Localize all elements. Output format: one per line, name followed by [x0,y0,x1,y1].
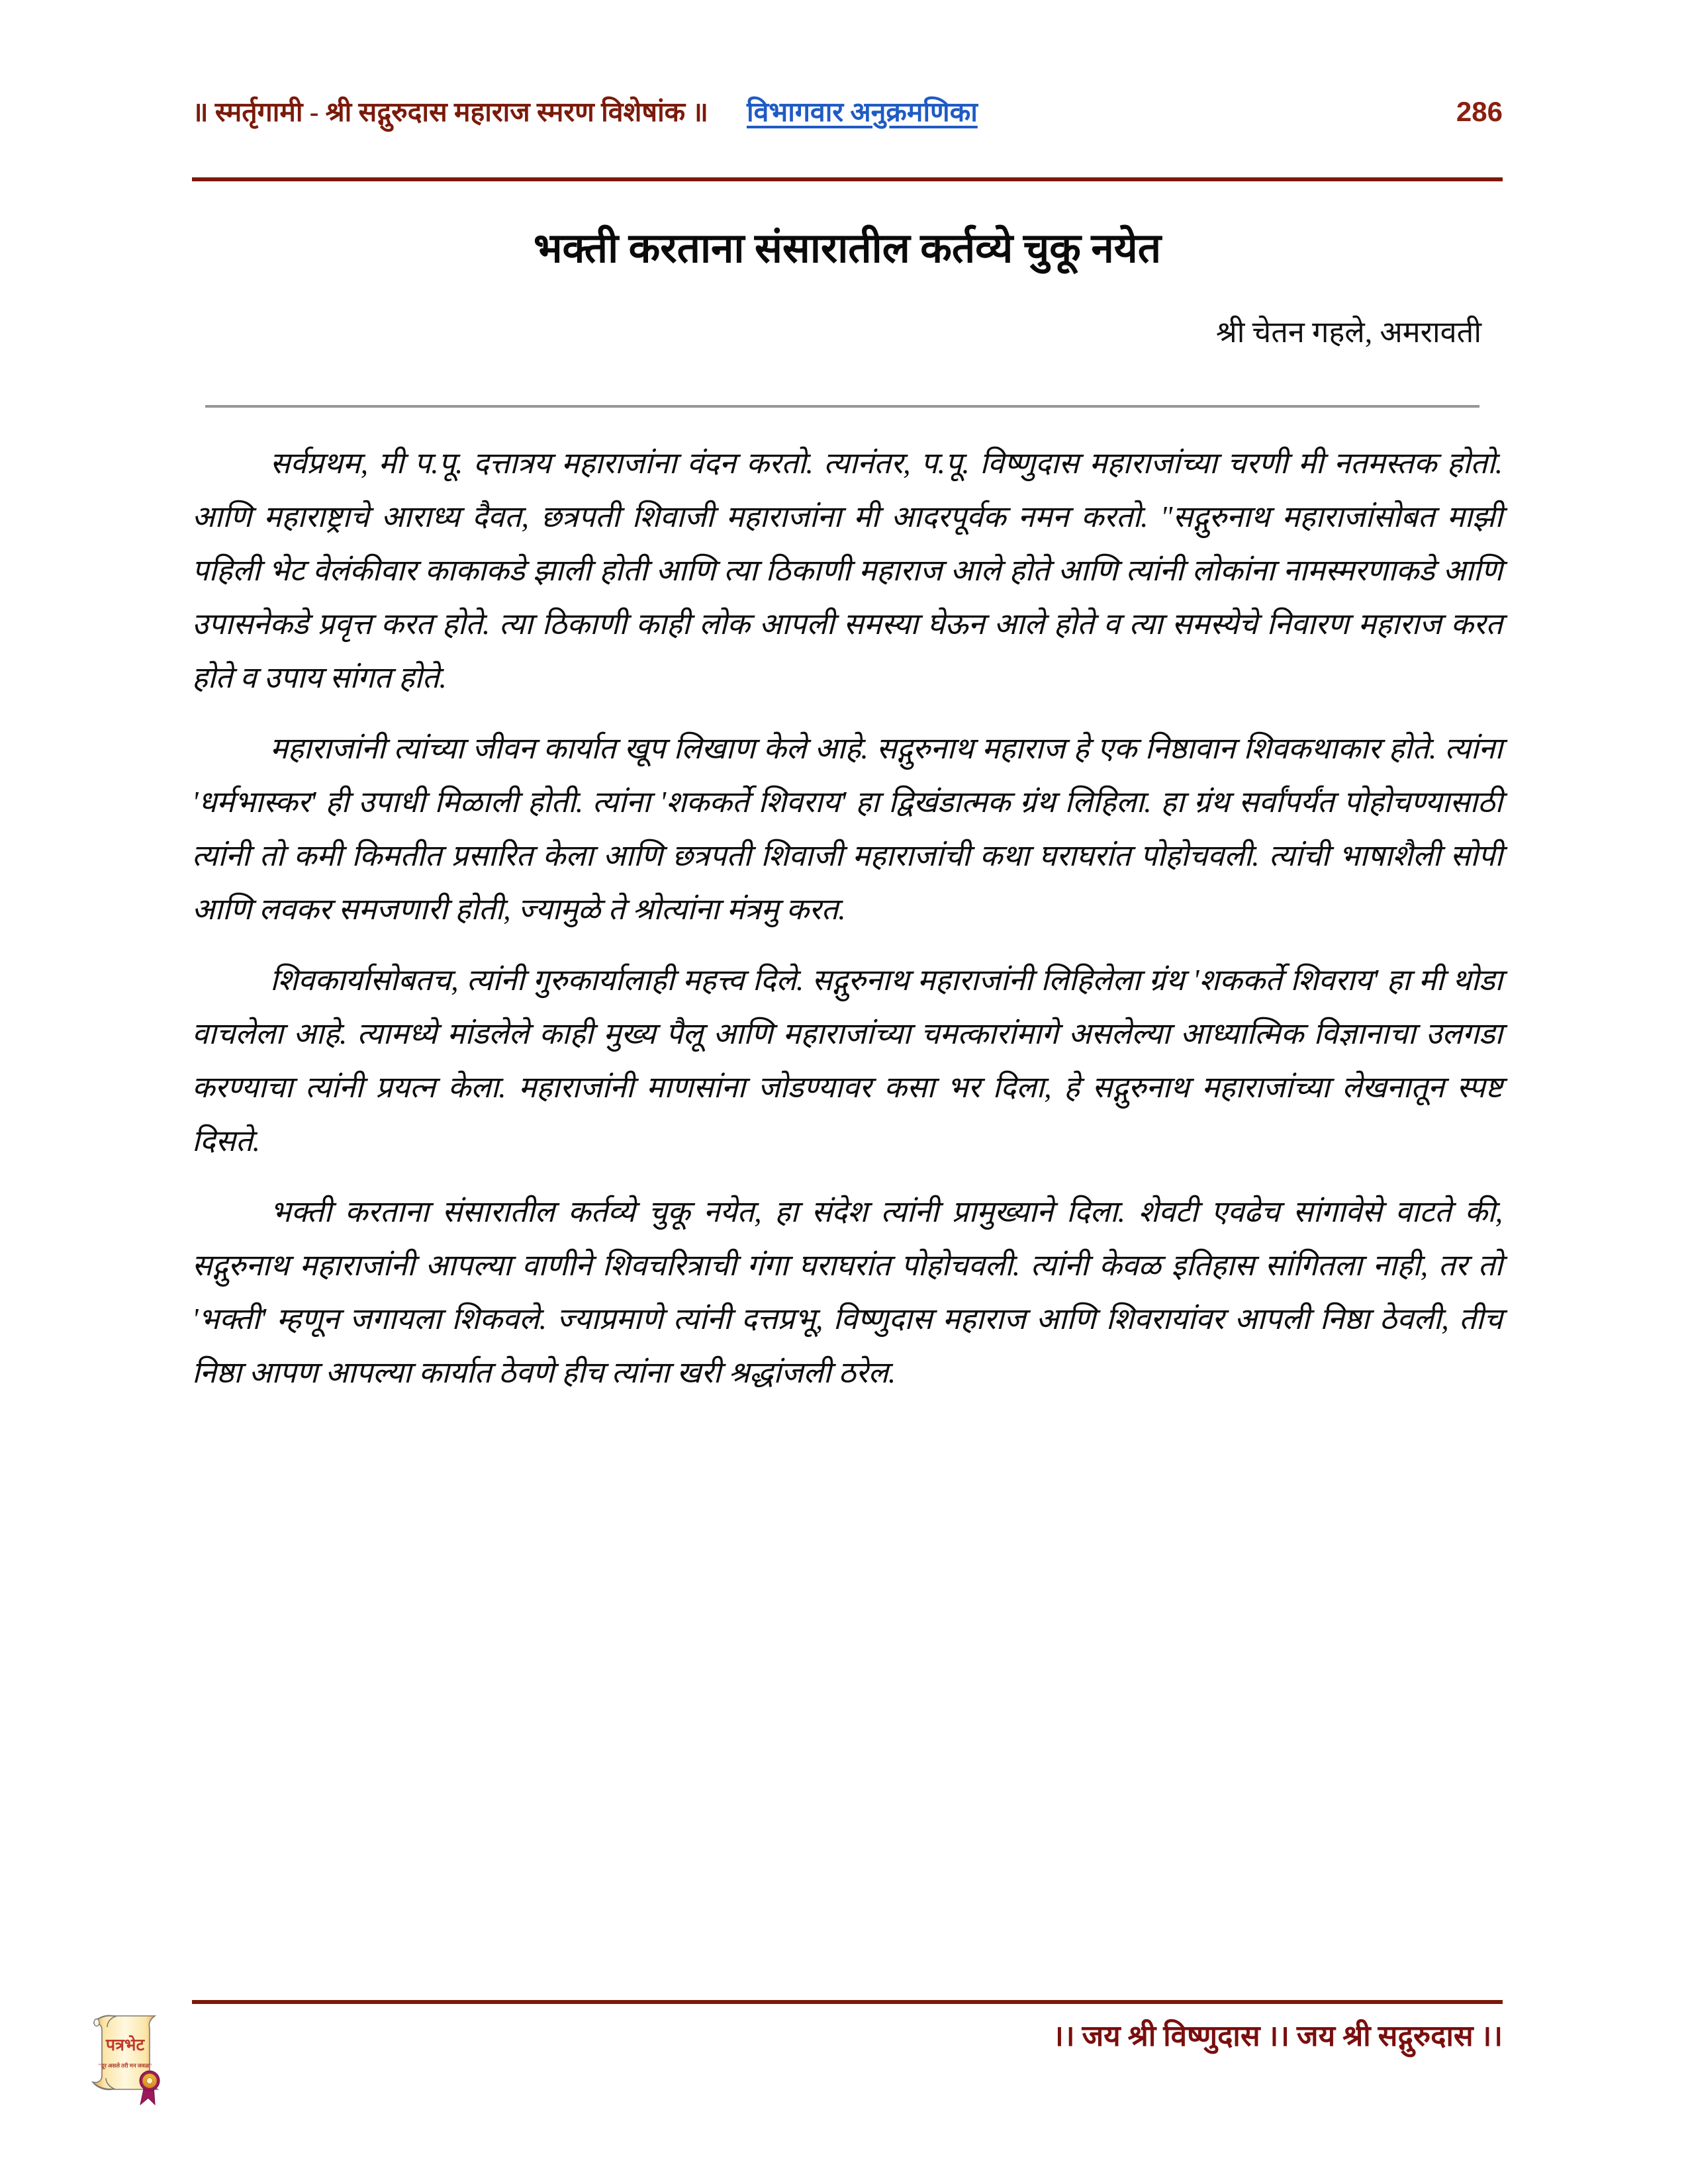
article-byline: श्री चेतन गहले, अमरावती [1215,316,1481,349]
article-paragraph: शिवकार्यासोबतच, त्यांनी गुरुकार्यालाही महत्त्व दिले. सद्गुरुनाथ महाराजांनी लिहिलेला ग्रंथ 'शककर्ते शिवराय' हा मी थोडा वाचलेला आहे. त्यामध्ये मांडलेले काही मुख्य पैलू आणि महाराजांच्या चमत्कारांमागे असलेल्या आध्यात्मिक विज्ञानाचा उलगडा करण्याचा त्यांनी प्रयत्न केला. महाराजांनी माणसांना जोडण्यावर कसा भर दिला, हे सद्गुरुनाथ महाराजांच्या लेखनातून स्पष्ट दिसते. [192,964,1503,1158]
logo-tagline-text: "दूर असले तरी मन जवळ" [98,2062,152,2069]
footer-mantra: ।। जय श्री विष्णुदास ।। जय श्री सद्गुरुदास ।। [1053,2020,1503,2052]
article-paragraph: सर्वप्रथम, मी प.पू. दत्तात्रय महाराजांना वंदन करतो. त्यानंतर, प.पू. विष्णुदास महाराजांच्या चरणी मी नतमस्तक होतो. आणि महाराष्ट्राचे आराध्य दैवत, छत्रपती शिवाजी महाराजांना मी आदरपूर्वक नमन करतो. "सद्गुरुनाथ महाराजांसोबत माझी पहिली भेट वेलंकीवार काकाकडे झाली होती आणि त्या ठिकाणी महाराज आले होते आणि त्यांनी लोकांना नामस्मरणाकडे आणि उपासनेकडे प्रवृत्त करत होते. त्या ठिकाणी काही लोक आपली समस्या घेऊन आले होते व त्या समस्येचे निवारण महाराज करत होते व उपाय सांगत होते. [192,447,1503,694]
patrabhet-scroll-logo [83,2005,165,2106]
header-divider [192,177,1503,181]
article-paragraph: महाराजांनी त्यांच्या जीवन कार्यात खूप लिखाण केले आहे. सद्गुरुनाथ महाराज हे एक निष्ठावान शिवकथाकार होते. त्यांना 'धर्मभास्कर' ही उपाधी मिळाली होती. त्यांना 'शककर्ते शिवराय' हा द्विखंडात्मक ग्रंथ लिहिला. हा ग्रंथ सर्वांपर्यंत पोहोचण्यासाठी त्यांनी तो कमी किमतीत प्रसारित केला आणि छत्रपती शिवाजी महाराजांची कथा घराघरांत पोहोचवली. त्यांची भाषाशैली सोपी आणि लवकर समजणारी होती, ज्यामुळे ते श्रोत्यांना मंत्रमु करत. [192,732,1503,926]
section-index-link[interactable]: विभागवार अनुक्रमणिका [746,97,978,127]
page-header [192,93,1503,139]
byline-divider [205,405,1479,408]
scroll-curl-hole [94,2019,99,2026]
logo-title-text: पत्रभेट [105,2036,145,2054]
masthead-title: ॥ स्मर्तृगामी - श्री सद्गुरुदास महाराज स्मरण विशेषांक ॥ [192,97,708,127]
footer-divider [192,2000,1503,2004]
article-body [192,437,1503,1400]
article-title: भक्ती करताना संसारातील कर्तव्ये चुकू नयेत [533,226,1162,271]
rosette-center [147,2078,153,2084]
article-paragraph: भक्ती करताना संसारातील कर्तव्ये चुकू नयेत, हा संदेश त्यांनी प्रामुख्याने दिला. शेवटी एवढेच सांगावेसे वाटते की, सद्गुरुनाथ महाराजांनी आपल्या वाणीने शिवचरित्राची गंगा घराघरांत पोहोचवली. त्यांनी केवळ इतिहास सांगितला नाही, तर तो 'भक्ती' म्हणून जगायला शिकवले. ज्याप्रमाणे त्यांनी दत्तप्रभू, विष्णुदास महाराज आणि शिवरायांवर आपली निष्ठा ठेवली, तीच निष्ठा आपण आपल्या कार्यात ठेवणे हीच त्यांना खरी श्रद्धांजली ठरेल. [192,1195,1503,1389]
page-number: 286 [1456,96,1503,127]
